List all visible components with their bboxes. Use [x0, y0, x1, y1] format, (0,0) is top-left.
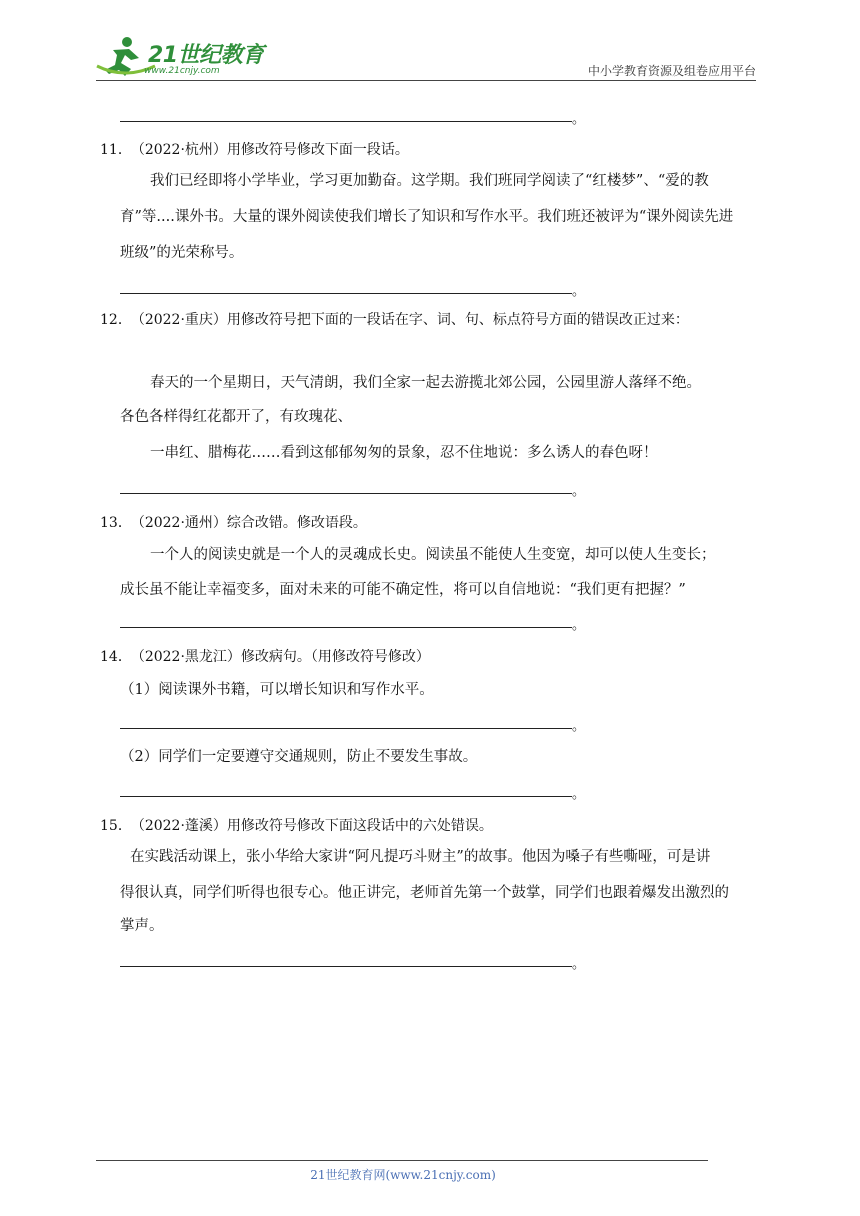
passage-line: 得很认真，同学们听得也很专心。他正讲完，老师首先第一个鼓掌，同学们也跟着爆发出激烈的 — [120, 885, 729, 901]
question-number: 11． — [100, 142, 132, 158]
footer-divider — [96, 1160, 708, 1161]
answer-period: 。 — [572, 112, 586, 127]
answer-line[interactable] — [120, 121, 572, 122]
passage-line: 一个人的阅读史就是一个人的灵魂成长史。阅读虽不能使人生变宽，却可以使人生变长； — [150, 547, 716, 563]
question-11 — [100, 140, 409, 160]
question-stem: （2022·重庆）用修改符号把下面的一段话在字、词、句、标点符号方面的错误改正过来： — [137, 312, 689, 328]
question-number: 13． — [100, 515, 132, 531]
passage-line: 一串红、腊梅花……看到这郁郁匆匆的景象，忍不住地说：多么诱人的春色呀！ — [150, 445, 658, 461]
platform-title: 中小学教育资源及组卷应用平台 — [587, 64, 756, 78]
passage-line: 春天的一个星期日，天气清朗，我们全家一起去游揽北郊公园，公园里游人落绎不绝。 — [150, 375, 701, 391]
passage-line: 我们已经即将小学毕业，学习更加勤奋。这学期。我们班同学阅读了“红楼梦”、“爱的教 — [150, 173, 709, 189]
sub-question-1: （1）阅读课外书籍，可以增长知识和写作水平。 — [120, 682, 434, 698]
logo-url: www.21cnjy.com — [144, 66, 220, 76]
answer-period: 。 — [572, 787, 586, 802]
question-stem: （2022·黑龙江）修改病句。（用修改符号修改） — [137, 649, 430, 665]
question-14 — [100, 647, 430, 667]
answer-line[interactable] — [120, 966, 572, 967]
passage-line: 各色各样得红花都开了，有玫瑰花、 — [120, 409, 352, 425]
question-stem: （2022·杭州）用修改符号修改下面一段话。 — [137, 142, 409, 158]
answer-period: 。 — [572, 957, 586, 972]
question-15 — [100, 816, 493, 836]
passage-line: 班级”的光荣称号。 — [120, 245, 244, 261]
passage-line: 成长虽不能让幸福变多，面对未来的可能不确定性，将可以自信地说：“我们更有把握？” — [120, 582, 686, 598]
page-header — [0, 0, 860, 90]
question-number: 12． — [100, 312, 132, 328]
logo-text: 21世纪教育 — [148, 43, 264, 68]
footer-text[interactable]: 21世纪教育网(www.21cnjy.com) — [310, 1168, 496, 1182]
answer-period: 。 — [572, 719, 586, 734]
question-stem: （2022·通州）综合改错。修改语段。 — [137, 515, 367, 531]
answer-line[interactable] — [120, 796, 572, 797]
question-13 — [100, 513, 367, 533]
passage-line: 掌声。 — [120, 918, 164, 934]
answer-period: 。 — [572, 618, 586, 633]
question-number: 14． — [100, 649, 132, 665]
question-number: 15． — [100, 818, 132, 834]
answer-line[interactable] — [120, 293, 572, 294]
answer-line[interactable] — [120, 627, 572, 628]
passage-line: 在实践活动课上，张小华给大家讲“阿凡提巧斗财主”的故事。他因为嗓子有些嘶哑，可是讲 — [130, 849, 711, 865]
answer-period: 。 — [572, 284, 586, 299]
answer-line[interactable] — [120, 493, 572, 494]
question-12 — [100, 310, 689, 330]
question-stem: （2022·蓬溪）用修改符号修改下面这段话中的六处错误。 — [137, 818, 493, 834]
passage-line: 育”等....课外书。大量的课外阅读使我们增长了知识和写作水平。我们班还被评为“课外阅读先进 — [120, 209, 734, 225]
answer-period: 。 — [572, 484, 586, 499]
header-divider — [96, 80, 756, 81]
answer-line[interactable] — [120, 728, 572, 729]
sub-question-2: （2）同学们一定要遵守交通规则，防止不要发生事故。 — [120, 749, 478, 765]
